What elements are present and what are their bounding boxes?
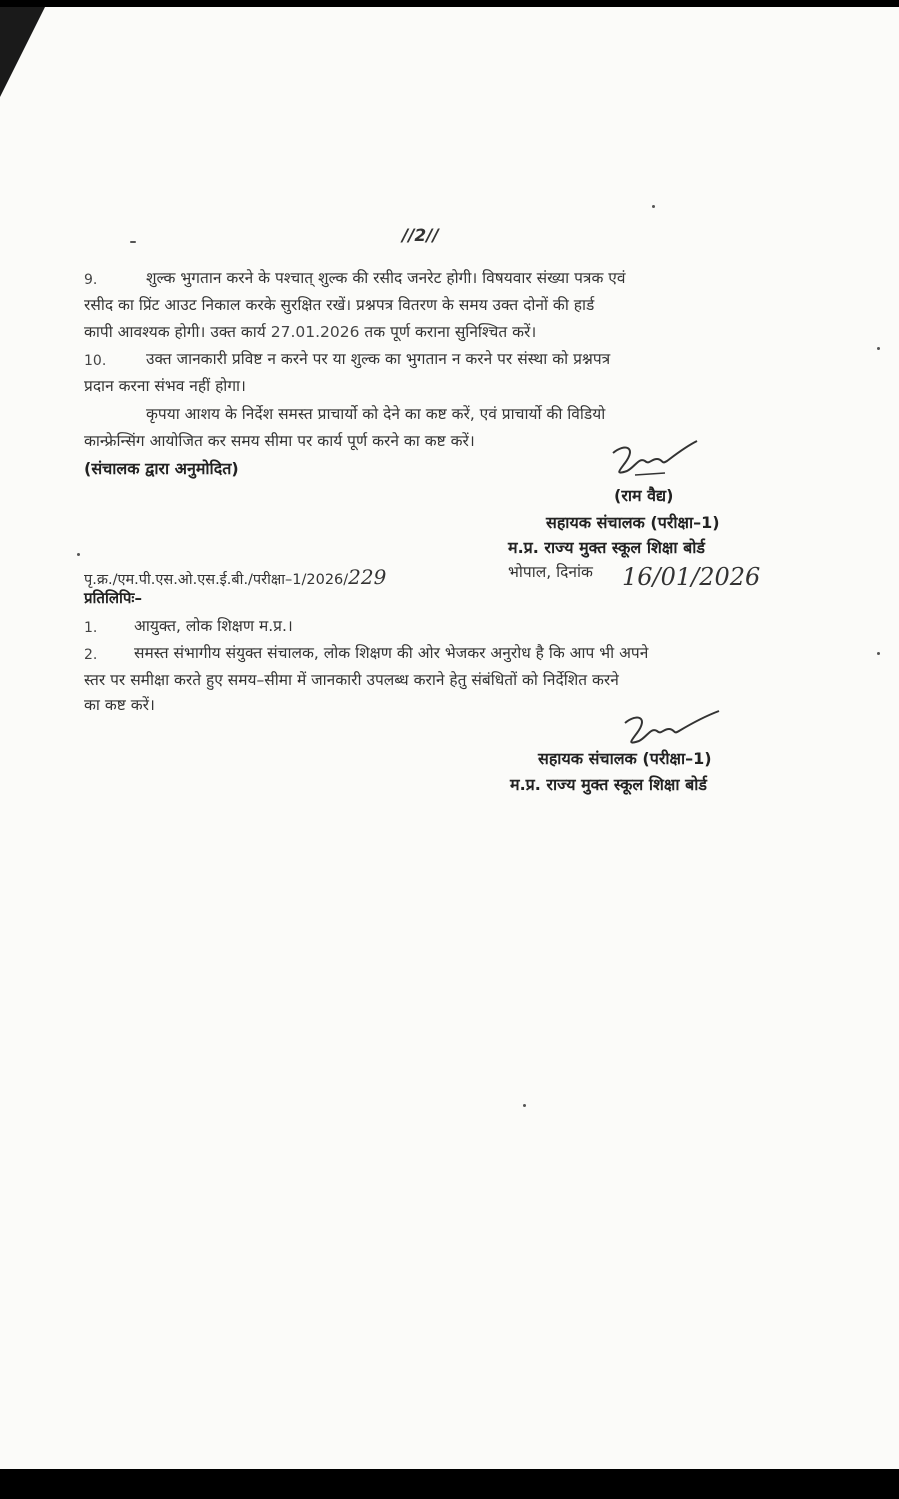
handwritten-date: 16/01/2026 — [622, 563, 761, 591]
scan-speck — [877, 347, 880, 350]
copy-to-heading: प्रतिलिपिः– — [84, 589, 142, 607]
item-9-line-3-pre: कापी आवश्यक होगी। उक्त कार्य — [84, 323, 266, 341]
scan-speck — [523, 1104, 526, 1107]
item-10-line-1: उक्त जानकारी प्रविष्ट न करने पर या शुल्क का भुगतान न करने पर संस्था को प्रश्नपत्र — [146, 350, 611, 368]
copy-item-2-number: 2. — [84, 647, 98, 663]
item-9-line-3 — [84, 325, 536, 341]
copy-item-1: आयुक्त, लोक शिक्षण म.प्र.। — [134, 617, 293, 635]
ink-speck — [77, 553, 80, 556]
request-line-1: कृपया आशय के निर्देश समस्त प्राचार्यो को देने का कष्ट करें, एवं प्राचार्यो की विडियो — [146, 405, 606, 423]
signatory-designation-2: सहायक संचालक (परीक्षा–1) — [538, 749, 712, 768]
signature-1-icon — [605, 435, 705, 485]
signatory-designation-1: सहायक संचालक (परीक्षा–1) — [546, 513, 720, 532]
item-10-number: 10. — [84, 353, 107, 369]
copy-item-2-line-1: समस्त संभागीय संयुक्त संचालक, लोक शिक्षण की ओर भेजकर अनुरोध है कि आप भी अपने — [134, 644, 649, 662]
reference-handwritten-number: 229 — [348, 565, 387, 589]
request-line-2: कान्फ्रेन्सिंग आयोजित कर समय सीमा पर कार्य पूर्ण करने का कष्ट करें। — [84, 432, 475, 450]
scan-speck — [877, 652, 880, 655]
signatory-organization-1: म.प्र. राज्य मुक्त स्कूल शिक्षा बोर्ड — [508, 538, 705, 557]
letter-body — [0, 7, 899, 1469]
signatory-name: (राम वैद्य) — [614, 486, 674, 505]
deadline-date: 27.01.2026 — [270, 323, 360, 341]
signature-mark-1 — [605, 435, 705, 489]
item-9-line-2: रसीद का प्रिंट आउट निकाल करके सुरक्षित रखें। प्रश्नपत्र वितरण के समय उक्त दोनों की हार्ड — [84, 296, 595, 314]
place-date-label: भोपाल, दिनांक — [508, 563, 593, 581]
item-9-line-3-post: तक पूर्ण कराना सुनिश्चित करें। — [364, 323, 537, 341]
document-page — [0, 7, 899, 1469]
item-9-line-1: शुल्क भुगतान करने के पश्चात् शुल्क की रसीद जनरेट होगी। विषयवार संख्या पत्रक एवं — [146, 269, 626, 287]
item-10-line-2: प्रदान करना संभव नहीं होगा। — [84, 377, 246, 395]
reference-number — [84, 567, 386, 588]
signatory-organization-2: म.प्र. राज्य मुक्त स्कूल शिक्षा बोर्ड — [510, 775, 707, 794]
item-9-number: 9. — [84, 272, 98, 288]
scan-speck — [652, 205, 655, 208]
page-number: //2// — [402, 226, 439, 246]
copy-item-2-line-2: स्तर पर समीक्षा करते हुए समय–सीमा में जानकारी उपलब्ध कराने हेतु संबंधितों को निर्देशित करने — [84, 671, 619, 689]
approval-note: (संचालक द्वारा अनुमोदित) — [84, 459, 239, 478]
copy-item-2-line-3: का कष्ट करें। — [84, 696, 155, 714]
scan-speck — [130, 241, 136, 243]
copy-item-1-number: 1. — [84, 620, 98, 636]
reference-number-text: पृ.क्र./एम.पी.एस.ओ.एस.ई.बी./परीक्षा–1/2026/ — [84, 572, 349, 588]
